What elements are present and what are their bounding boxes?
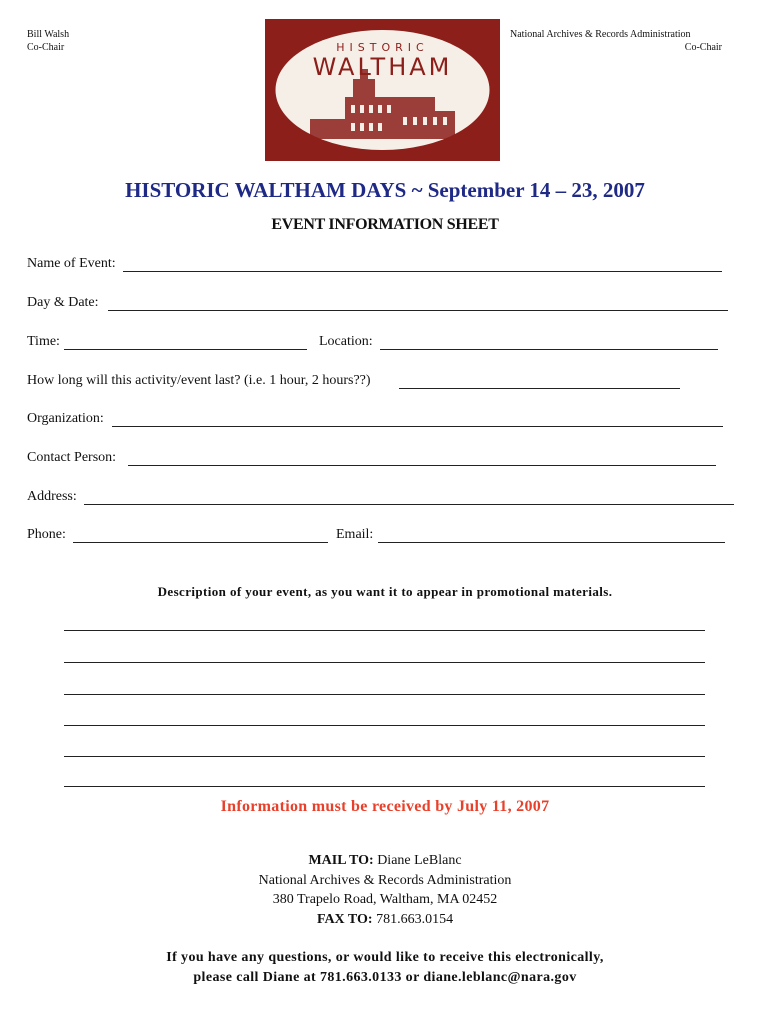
description-line[interactable] (64, 756, 705, 757)
time-label: Time: (27, 334, 60, 349)
questions-line-2: please call Diane at 781.663.0133 or diane.leblanc@nara.gov (193, 970, 577, 985)
mail-address: 380 Trapelo Road, Waltham, MA 02452 (272, 892, 498, 907)
logo-graphic (265, 19, 500, 161)
historic-waltham-logo (265, 19, 500, 161)
description-heading: Description of your event, as you want it to appear in promotional materials. (157, 584, 613, 599)
fax-label: FAX TO: (316, 911, 373, 927)
name-of-event-field[interactable] (123, 271, 722, 272)
fax-line (0, 910, 770, 930)
address-label: Address: (27, 489, 77, 504)
email-label: Email: (336, 527, 374, 542)
right-header-role: Co-Chair (684, 42, 722, 53)
address-field[interactable] (84, 504, 734, 505)
logo-top-text: HISTORIC (336, 41, 429, 54)
contact-person-field[interactable] (128, 465, 716, 466)
day-date-field[interactable] (108, 310, 728, 311)
right-header-name: National Archives & Records Administration (510, 29, 691, 40)
description-line[interactable] (64, 725, 705, 726)
time-field[interactable] (64, 349, 307, 350)
page-subtitle: EVENT INFORMATION SHEET (271, 216, 499, 233)
duration-field[interactable] (399, 388, 680, 389)
description-line[interactable] (64, 694, 705, 695)
name-of-event-label: Name of Event: (27, 256, 116, 271)
duration-label: How long will this activity/event last? (i.e. 1 hour, 2 hours??) (27, 373, 371, 388)
questions-line-1: If you have any questions, or would like to receive this electronically, (166, 950, 604, 965)
location-field[interactable] (380, 349, 718, 350)
mail-block (0, 851, 770, 929)
mail-to-label: MAIL TO: (308, 853, 374, 868)
fax-number: 781.663.0154 (376, 911, 454, 927)
contact-person-label: Contact Person: (27, 450, 117, 465)
mail-to-line (0, 851, 770, 871)
day-date-label: Day & Date: (27, 295, 99, 310)
mail-to-name: Diane LeBlanc (377, 853, 462, 868)
organization-label: Organization: (27, 411, 104, 426)
description-line[interactable] (64, 662, 705, 663)
mail-org: National Archives & Records Administration (258, 872, 512, 888)
description-line[interactable] (64, 630, 705, 631)
deadline-notice: Information must be received by July 11, 2007 (220, 798, 550, 815)
email-field[interactable] (378, 542, 725, 543)
left-header-role: Co-Chair (27, 42, 65, 53)
page-title: HISTORIC WALTHAM DAYS ~ September 14 – 23, 2007 (125, 178, 645, 202)
questions-block (0, 948, 770, 988)
organization-field[interactable] (112, 426, 723, 427)
left-header (27, 28, 69, 54)
location-label: Location: (319, 334, 373, 349)
phone-field[interactable] (73, 542, 328, 543)
phone-label: Phone: (27, 527, 66, 542)
right-header (510, 28, 722, 54)
description-line[interactable] (64, 786, 705, 787)
left-header-name: Bill Walsh (27, 29, 70, 40)
logo-main-text: WALTHAM (312, 53, 453, 81)
